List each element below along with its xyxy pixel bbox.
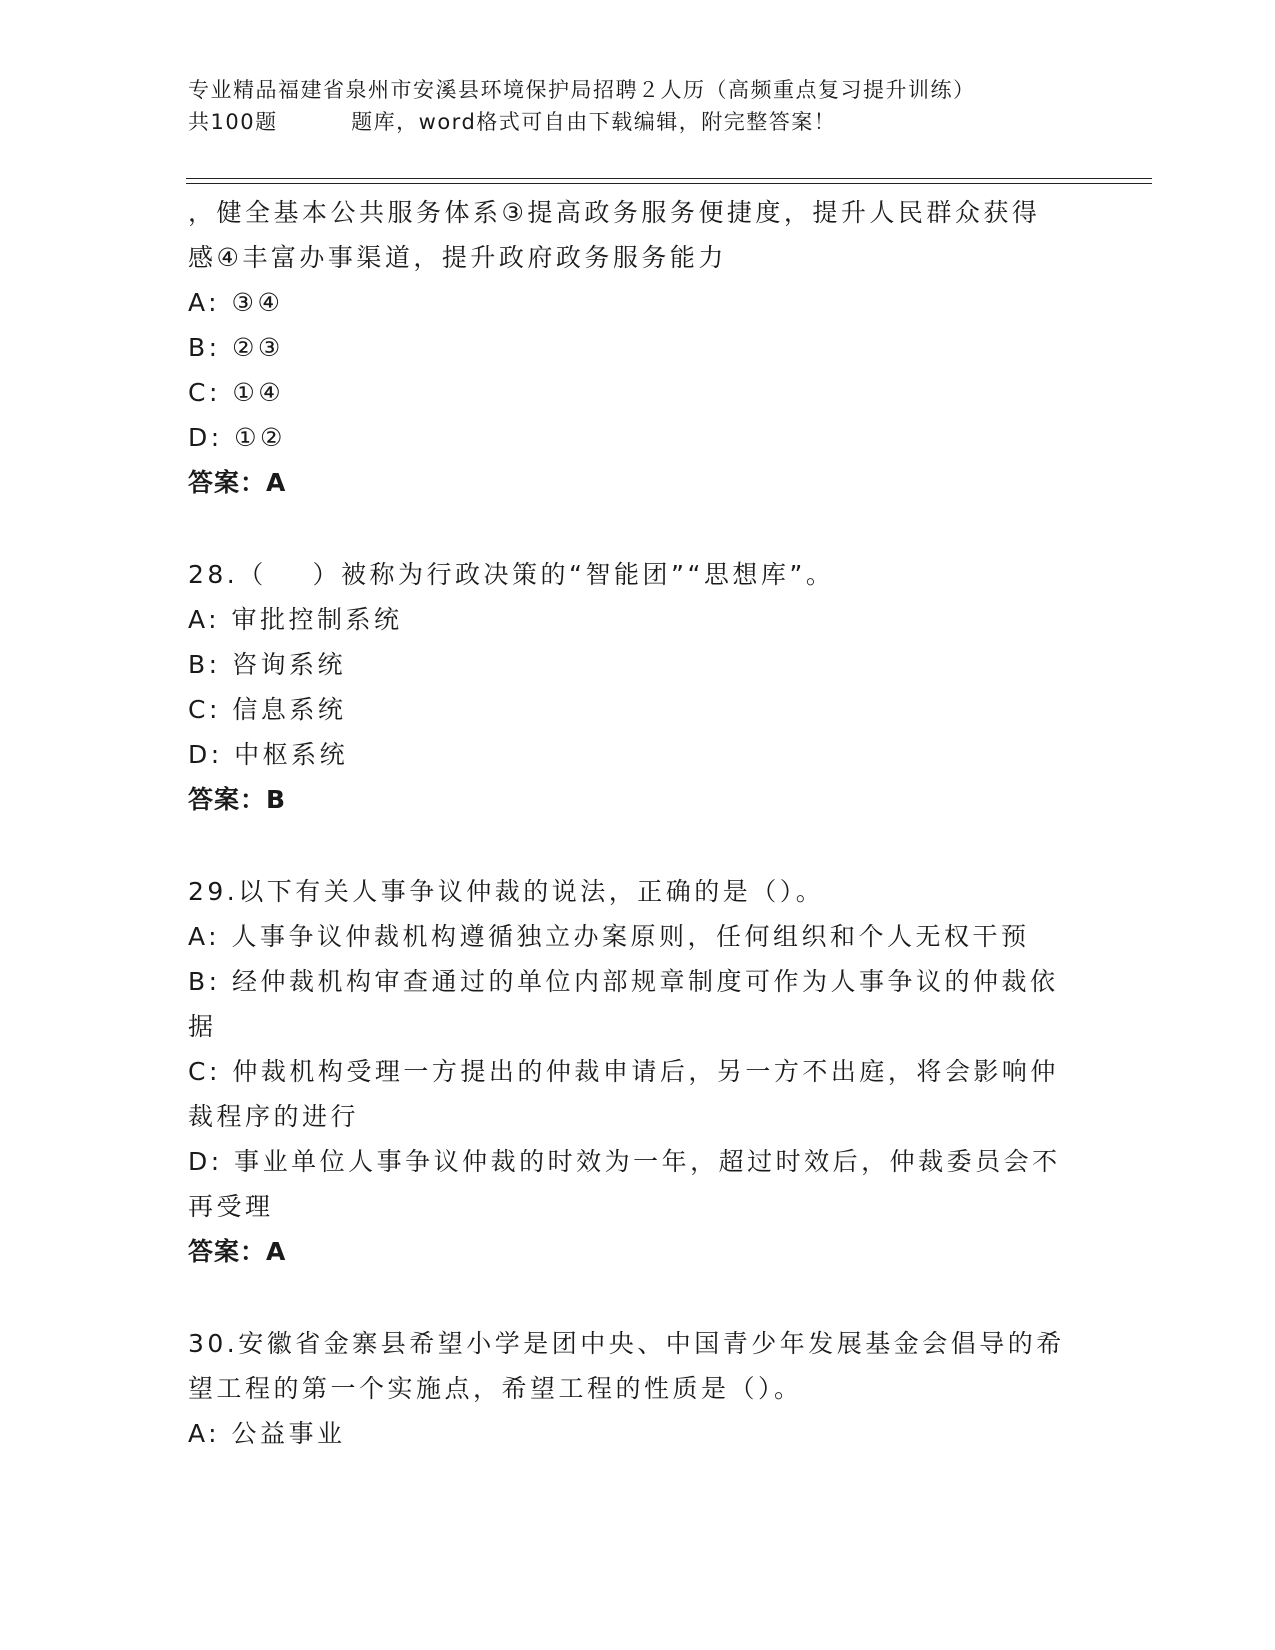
option-b: B: 咨询系统	[188, 650, 347, 679]
spacer	[188, 1274, 1088, 1321]
answer: 答案：A	[188, 468, 287, 497]
header-rule-thick	[186, 183, 1152, 184]
answer: 答案：A	[188, 1237, 287, 1266]
question-stem: 感④丰富办事渠道，提升政府政务服务能力	[188, 243, 727, 272]
answer: 答案：B	[188, 785, 287, 814]
header-title-line-1: 专业精品福建省泉州市安溪县环境保护局招聘２人历（高频重点复习提升训练）	[188, 78, 976, 102]
question-stem: 望工程的第一个实施点，希望工程的性质是（）。	[188, 1374, 803, 1403]
option-d-continued: 再受理	[188, 1192, 274, 1221]
spacer	[188, 822, 1088, 869]
option-a: A: 公益事业	[188, 1419, 346, 1448]
option-a: A: 人事争议仲裁机构遵循独立办案原则，任何组织和个人无权干预	[188, 922, 1030, 951]
option-c: C: 仲裁机构受理一方提出的仲裁申请后，另一方不出庭，将会影响仲	[188, 1057, 1059, 1086]
option-d: D: 中枢系统	[188, 740, 349, 769]
option-b-continued: 据	[188, 1012, 217, 1041]
page-header	[188, 74, 1088, 138]
question-stem: 28.（ ）被称为行政决策的“智能团”“思想库”。	[188, 560, 835, 589]
option-d: D: 事业单位人事争议仲裁的时效为一年，超过时效后，仲裁委员会不	[188, 1147, 1061, 1176]
option-c-continued: 裁程序的进行	[188, 1102, 360, 1131]
option-a: A: ③④	[188, 288, 284, 317]
header-title-line-2: 共100题 题库，word格式可自由下载编辑，附完整答案！	[188, 110, 837, 134]
question-30	[188, 1321, 1088, 1456]
spacer	[188, 505, 1088, 552]
question-28	[188, 552, 1088, 822]
option-b: B: 经仲裁机构审查通过的单位内部规章制度可作为人事争议的仲裁依	[188, 967, 1059, 996]
question-stem: 30.安徽省金寨县希望小学是团中央、中国青少年发展基金会倡导的希	[188, 1329, 1065, 1358]
question-stem: 29.以下有关人事争议仲裁的说法，正确的是（）。	[188, 877, 825, 906]
option-d: D: ①②	[188, 423, 286, 452]
question-stem: ，健全基本公共服务体系③提高政务服务便捷度，提升人民群众获得	[188, 198, 1041, 227]
question-27	[188, 190, 1088, 505]
document-body	[188, 190, 1088, 1456]
option-a: A: 审批控制系统	[188, 605, 403, 634]
option-c: C: 信息系统	[188, 695, 347, 724]
option-c: C: ①④	[188, 378, 285, 407]
option-b: B: ②③	[188, 333, 284, 362]
header-rule-thin	[186, 178, 1152, 179]
question-29	[188, 869, 1088, 1274]
